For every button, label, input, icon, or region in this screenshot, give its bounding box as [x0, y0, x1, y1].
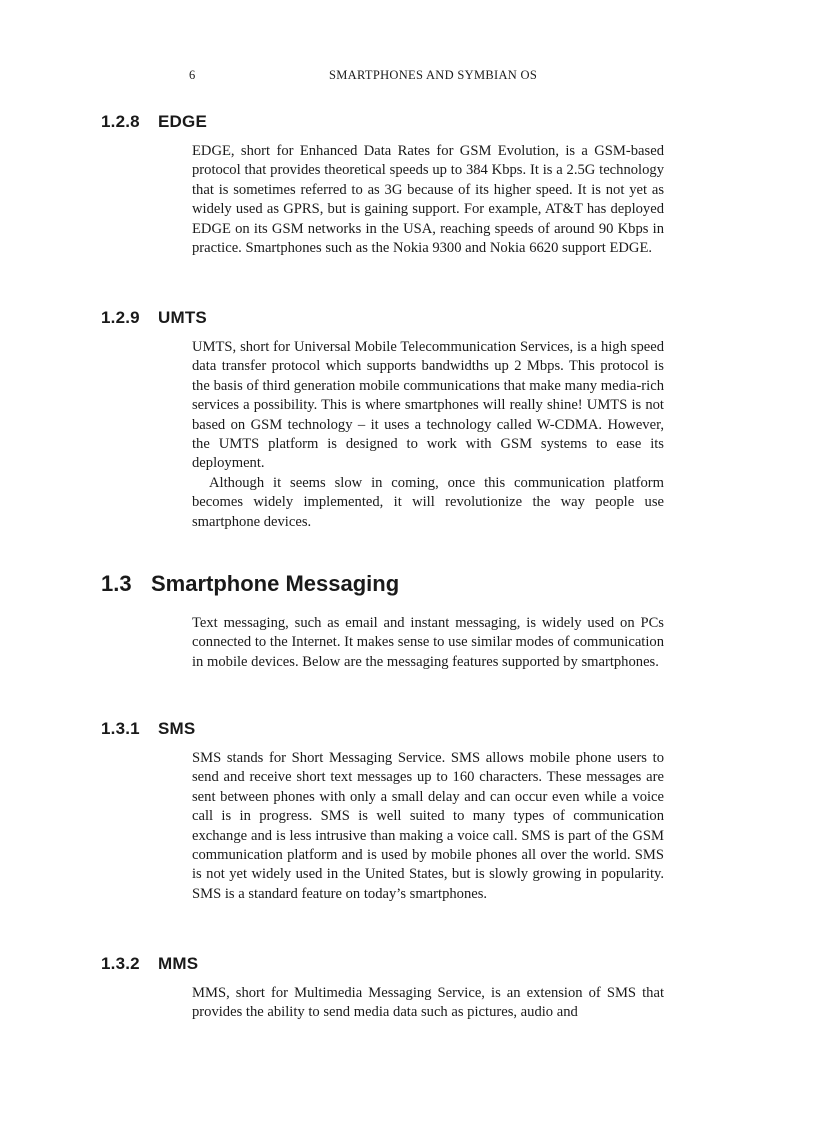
paragraph-messaging: Text messaging, such as email and instant messaging, is widely used on PCs connected to the Internet. It makes sense to use similar modes of communication in mobile devices. Below are the messaging features supported by smartphones. — [192, 615, 664, 670]
paragraph-edge: EDGE, short for Enhanced Data Rates for GSM Evolution, is a GSM-based protocol that provides theoretical speeds up to 384 Kbps. It is a 2.5G technology that is sometimes referred to as 3G because of its higher speed. It is not yet as widely used as GPRS, but is gaining support. For example, AT&T has deployed EDGE on its GSM networks in the USA, reaching speeds of around 90 Kbps in practice. Smartphones such as the Nokia 9300 and Nokia 6620 support EDGE. — [192, 143, 664, 257]
paragraph-sms: SMS stands for Short Messaging Service. SMS allows mobile phone users to send and receive short text messages up to 160 characters. These messages are sent between phones with only a small delay and can occur even while a voice call is in progress. SMS is well suited to many types of communication exchange and is less intrusive than making a voice call. SMS is part of the GSM communication platform and is used by mobile phones all over the world. SMS is not yet widely used in the United States, but is slowly growing in popularity. SMS is a standard feature on today’s smartphones. — [192, 750, 664, 902]
section-heading-mms — [101, 954, 198, 974]
running-header — [0, 68, 816, 86]
section-heading-edge — [101, 112, 207, 132]
section-number: 1.3.1 — [101, 719, 140, 738]
paragraph-mms: MMS, short for Multimedia Messaging Service, is an extension of SMS that provides the ability to send media data such as pictures, audio and — [192, 985, 664, 1021]
running-title: SMARTPHONES AND SYMBIAN OS — [329, 68, 538, 82]
paragraph-umts-2: Although it seems slow in coming, once this communication platform becomes widely implemented, it will revolutionize the way people use smartphone devices. — [192, 475, 664, 530]
section-title: UMTS — [158, 308, 207, 327]
section-heading-sms — [101, 719, 195, 739]
section-number: 1.2.9 — [101, 308, 140, 327]
section-number: 1.3 — [101, 571, 132, 596]
section-title: EDGE — [158, 112, 207, 131]
section-title: SMS — [158, 719, 196, 738]
section-title: Smartphone Messaging — [151, 571, 400, 596]
section-number: 1.2.8 — [101, 112, 140, 131]
section-title: MMS — [158, 954, 199, 973]
section-heading-umts — [101, 308, 207, 328]
section-heading-smartphone-messaging — [101, 571, 399, 597]
section-number: 1.3.2 — [101, 954, 140, 973]
page-number: 6 — [189, 68, 196, 82]
paragraph-umts-1: UMTS, short for Universal Mobile Telecommunication Services, is a high speed data transfer protocol which supports bandwidths up 2 Mbps. This protocol is the basis of third generation mobile communications that make many media-rich services a possibility. This is where smartphones will really shine! UMTS is not based on GSM technology – it uses a technology called W-CDMA. However, the UMTS platform is designed to work with GSM systems to ease its deployment. — [192, 339, 664, 472]
